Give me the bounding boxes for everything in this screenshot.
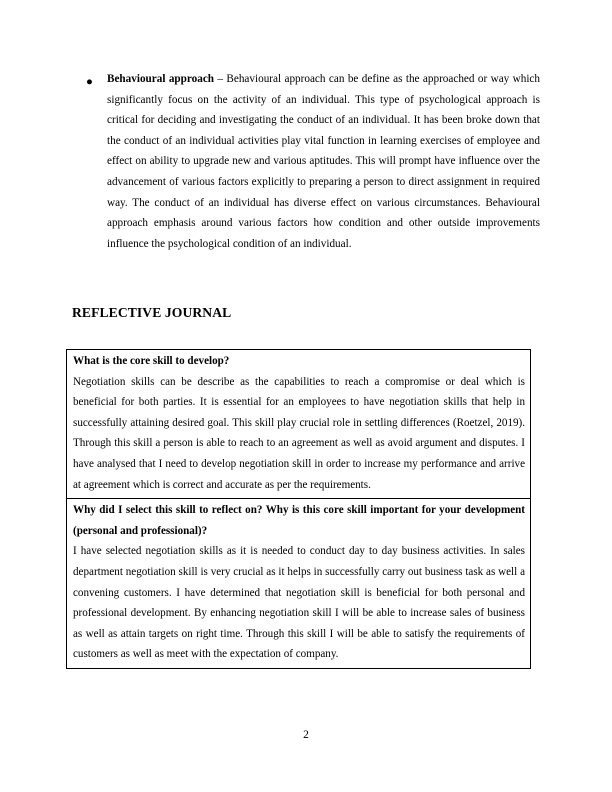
bullet-term: Behavioural approach [107, 73, 215, 85]
bullet-icon: ● [86, 76, 93, 88]
journal-answer: I have selected negotiation skills as it is needed to conduct day to day business activities. In sales department negotiation skill is very crucial as it helps in successfully carry out business task as well a convening customers. I have determined that negotiation skill is beneficial for both personal and professional development. By enhancing negotiation skill I will be able to increase sales of business as well as attain targets on right time. Through this skill I will be able to satisfy the requirements of customers as well as meet with the expectation of company. [73, 545, 525, 661]
journal-cell-core-skill [67, 350, 530, 498]
journal-answer: Negotiation skills can be describe as the capabilities to reach a compromise or deal which is beneficial for both parties. It is essential for an employees to have negotiation skills that help in successfully attaining desired goal. This skill play crucial role in settling differences (Roetzel, 2019). Through this skill a person is able to reach to an agreement as well as avoid argument and disputes. I have analysed that I need to develop negotiation skill in order to increase my performance and arrive at agreement which is correct and accurate as per the requirements. [73, 375, 525, 491]
journal-question: Why did I select this skill to reflect on? Why is this core skill important for your development (personal and professional)? [73, 504, 525, 537]
bullet-list-item [86, 69, 540, 254]
bullet-paragraph [107, 69, 540, 254]
journal-question: What is the core skill to develop? [73, 355, 230, 367]
bullet-body: – Behavioural approach can be define as the approached or way which significantly focus on the activity of an individual. This type of psychological approach is critical for deciding and investigating the conduct of an individual. It has been broke down that the conduct of an individual activities play vital function in learning exercises of employee and effect on ability to upgrade new and various aptitudes. This will prompt have influence over the advancement of various factors explicitly to preparing a person to direct assignment in required way. The conduct of an individual has diverse effect on various circumstances. Behavioural approach emphasis around various factors how condition and other outside improvements influence the psychological condition of an individual. [107, 73, 540, 250]
page-number: 2 [303, 729, 309, 741]
section-heading: REFLECTIVE JOURNAL [72, 305, 232, 320]
journal-cell-why-skill [67, 498, 530, 668]
reflective-journal-table [66, 349, 531, 669]
